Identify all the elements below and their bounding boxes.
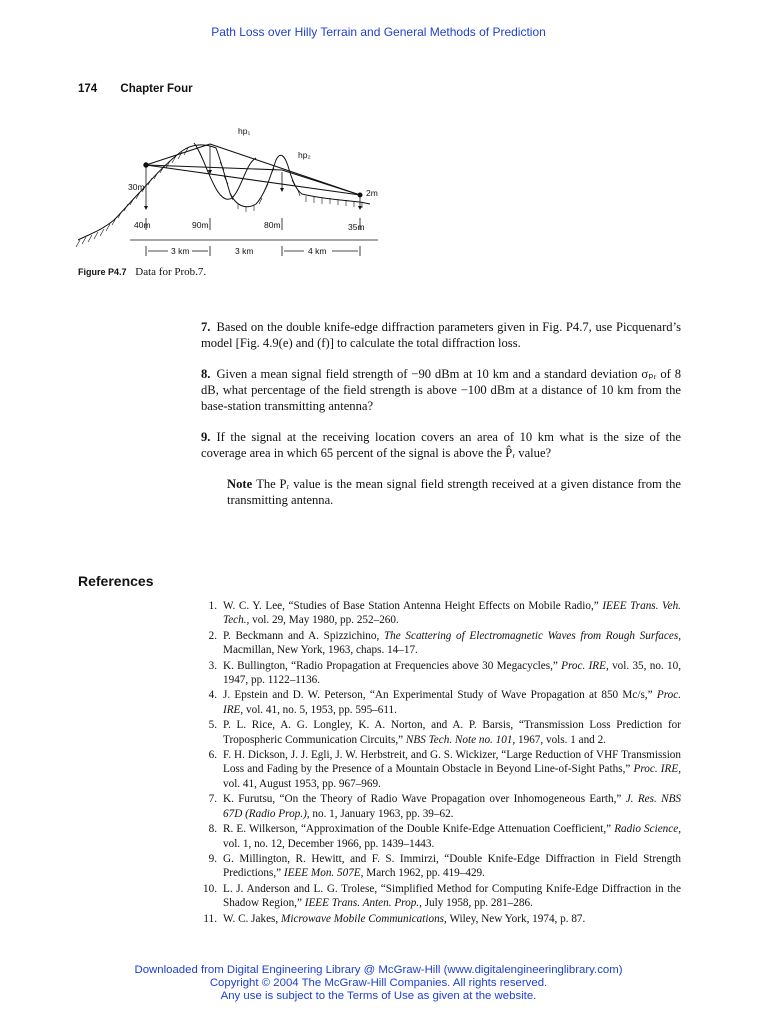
reference-details: vol. 35, no. 10, 1947, pp. 1122–1136. (223, 659, 682, 687)
figure-p4-7 (70, 118, 390, 263)
problem-7 (201, 319, 681, 351)
label-80m: 80m (264, 220, 281, 230)
reference-item (201, 599, 681, 628)
ray-paths (146, 144, 360, 195)
reference-details: Wiley, New York, 1974, p. 87. (446, 912, 586, 925)
label-dist-1: 3 km (171, 246, 190, 256)
reference-text: P. Beckmann and A. Spizzichino, (223, 629, 384, 642)
footer-terms-line[interactable]: Any use is subject to the Terms of Use as given at the website. (220, 990, 537, 1002)
page-number: 174 (78, 83, 98, 95)
reference-item (201, 912, 681, 926)
label-hp2: hp₂ (298, 150, 311, 160)
reference-source: Proc. IRE, (561, 659, 609, 672)
reference-number: 8. (208, 823, 217, 836)
label-90m: 90m (192, 220, 209, 230)
terrain-diagram (70, 118, 390, 263)
knife-edge-1 (194, 143, 256, 199)
running-header: Path Loss over Hilly Terrain and General Methods of Prediction (211, 25, 546, 39)
reference-item (201, 822, 681, 851)
reference-text: R. E. Wilkerson, “Approximation of the Double Knife-Edge Attenuation Coefficient,” (223, 823, 615, 836)
reference-details: vol. 1, no. 12, December 1966, pp. 1439–1443. (223, 837, 435, 850)
reference-text: K. Furutsu, “On the Theory of Radio Wave Propagation over Inhomogeneous Earth,” (223, 793, 626, 806)
reference-details: vol. 41, no. 5, 1953, pp. 595–611. (243, 703, 397, 716)
reference-source: The Scattering of Electromagnetic Waves from Rough Surfaces, (383, 629, 681, 642)
footer (0, 964, 757, 1003)
reference-number: 4. (208, 689, 217, 702)
label-30m: 30m (128, 182, 145, 192)
reference-source: Microwave Mobile Communications, (281, 912, 447, 925)
label-2m: 2m (366, 188, 378, 198)
reference-text: F. H. Dickson, J. J. Egli, J. W. Herbstreit, and G. S. Wickizer, “Large Reduction of VHF Transmission Loss and Fading by the Presence of a Mountain Obstacle in Beyond Line-of-Sight Paths,” (223, 749, 681, 776)
figure-caption-label: Figure P4.7 (78, 267, 127, 277)
footer-copyright-line: Copyright © 2004 The McGraw-Hill Companies. All rights reserved. (209, 977, 548, 989)
problem-number: 7. (201, 320, 211, 334)
reference-number: 3. (208, 659, 217, 672)
reference-text: L. J. Anderson and L. G. Trolese, “Simplified Method for Computing Knife-Edge Diffraction in the Shadow Region,” (223, 882, 681, 910)
figure-caption-text: Data for Prob.7. (135, 266, 207, 278)
reference-item (201, 659, 681, 688)
reference-text: G. Millington, R. Hewitt, and F. S. Immirzi, “Double Knife-Edge Diffraction in Field Strength Predictions,” (223, 852, 681, 880)
reference-item (201, 629, 681, 658)
reference-details: July 1958, pp. 281–286. (421, 897, 533, 910)
problem-text: If the signal at the receiving location covers an area of 10 km what is the size of the coverage area in which 65 percent of the signal is above the P̂ᵣ value? (201, 430, 681, 460)
references-list (201, 599, 681, 927)
reference-details: Macmillan, New York, 1963, chaps. 14–17. (223, 644, 418, 657)
reference-item (201, 852, 681, 881)
reference-source: Proc. IRE, (633, 763, 681, 776)
reference-item (201, 718, 681, 747)
reference-details: vol. 41, August 1953, pp. 967–969. (223, 777, 381, 790)
reference-text: P. L. Rice, A. G. Longley, K. A. Norton, and A. P. Barsis, “Transmission Loss Prediction for Tropospheric Communication Circuits,” (223, 719, 681, 746)
reference-number: 9. (208, 852, 217, 865)
reference-source: Proc. IRE, (223, 689, 681, 716)
reference-source: IEEE Trans. Anten. Prop., (304, 897, 422, 910)
references-heading: References (78, 573, 154, 589)
label-hp1: hp₁ (238, 126, 251, 136)
chapter-title: Chapter Four (120, 83, 193, 95)
reference-number: 2. (208, 629, 217, 642)
note-text: The Pᵣ value is the mean signal field strength received at a given distance from the transmitting antenna. (227, 477, 681, 507)
reference-source: J. Res. NBS 67D (Radio Prop.), (223, 793, 681, 820)
reference-item (201, 688, 681, 717)
reference-source: NBS Tech. Note no. 101, (405, 733, 516, 746)
problems-section (201, 319, 681, 508)
reference-item (201, 748, 681, 791)
reference-number: 10. (203, 882, 217, 895)
footer-download-line[interactable]: Downloaded from Digital Engineering Library @ McGraw-Hill (www.digitalengineeringlibrary.com) (134, 964, 623, 976)
reference-details: 1967, vols. 1 and 2. (515, 733, 606, 746)
reference-text: W. C. Jakes, (223, 912, 282, 925)
label-dist-3: 4 km (308, 246, 327, 256)
problem-text: Based on the double knife-edge diffraction parameters given in Fig. P4.7, use Picquenard’s model [Fig. 4.9(e) and (f)] to calculate the total diffraction loss. (201, 320, 681, 350)
reference-source: IEEE Mon. 507E, (283, 867, 364, 880)
reference-details: March 1962, pp. 419–429. (363, 867, 485, 880)
reference-text: K. Bullington, “Radio Propagation at Frequencies above 30 Megacycles,” (223, 659, 562, 672)
problem-8 (201, 366, 681, 414)
reference-item (201, 882, 681, 911)
problem-number: 9. (201, 430, 211, 444)
reference-number: 11. (203, 912, 217, 925)
transmitter-point (144, 163, 148, 167)
reference-text: J. Epstein and D. W. Peterson, “An Experimental Study of Wave Propagation at 850 Mc/s,” (223, 689, 657, 702)
terrain-profile (78, 145, 370, 240)
reference-source: IEEE Trans. Veh. Tech., (223, 600, 681, 627)
note-label: Note (227, 477, 253, 491)
reference-details: vol. 29, May 1980, pp. 252–260. (249, 614, 399, 627)
reference-number: 7. (208, 793, 217, 806)
label-40m: 40m (134, 220, 151, 230)
reference-text: W. C. Y. Lee, “Studies of Base Station Antenna Height Effects on Mobile Radio,” (223, 600, 603, 612)
problem-number: 8. (201, 367, 211, 381)
arrow-heads (144, 170, 362, 210)
reference-details: no. 1, January 1963, pp. 39–62. (309, 807, 454, 820)
label-35m: 35m (348, 222, 365, 232)
problem-9 (201, 429, 681, 461)
reference-item (201, 792, 681, 821)
page-heading (78, 83, 193, 95)
reference-source: Radio Science, (614, 823, 681, 836)
label-dist-2: 3 km (235, 246, 254, 256)
reference-number: 6. (208, 749, 217, 762)
figure-caption (78, 266, 206, 278)
note (227, 476, 681, 508)
reference-number: 1. (208, 600, 217, 612)
problem-text: Given a mean signal field strength of −90 dBm at 10 km and a standard deviation σₚᵣ of 8 dB, what percentage of the field strength is above −100 dBm at a distance of 10 km from the base-station transmitting antenna? (201, 367, 681, 413)
receiver-point (358, 193, 362, 197)
reference-number: 5. (208, 719, 217, 732)
